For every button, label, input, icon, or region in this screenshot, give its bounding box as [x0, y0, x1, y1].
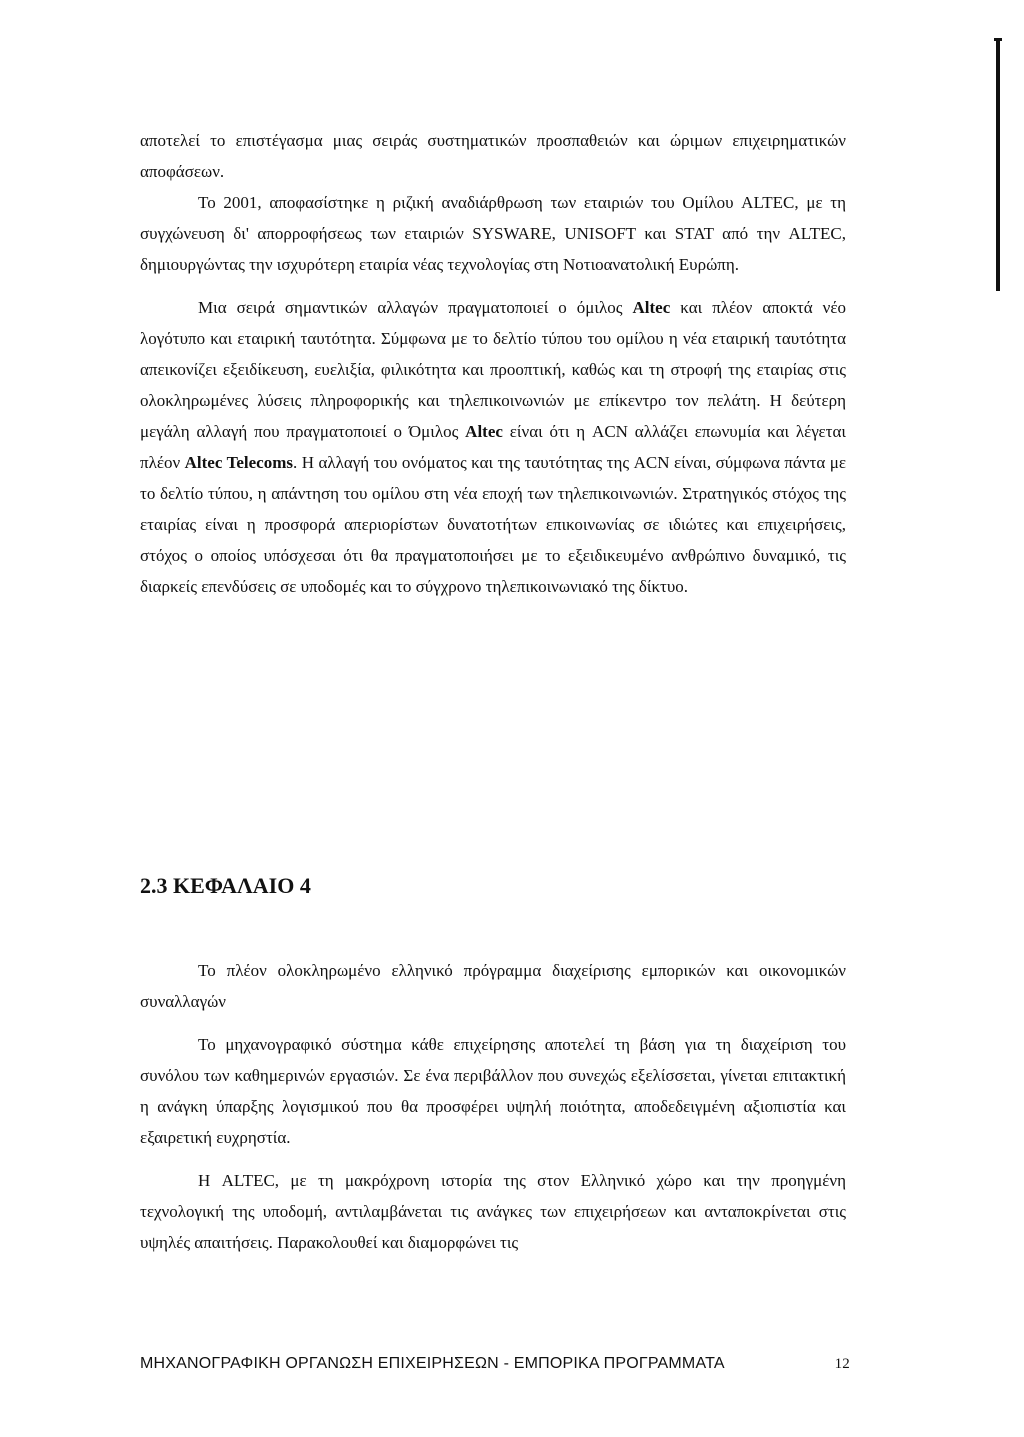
chapter-heading: 2.3 ΚΕΦΑΛΑΙΟ 4	[140, 873, 311, 898]
scan-edge-bar	[996, 38, 1000, 291]
paragraph-6: Η ALTEC, με τη μακρόχρονη ιστορία της στον Ελληνικό χώρο και την προηγμένη τεχνολογική της υποδομή, αντιλαμβάνεται τις ανάγκες των επιχειρήσεων και ανταποκρίνεται στις υψηλές απαιτήσεις. Παρακολουθεί και διαμορφώνει τις	[140, 1171, 846, 1252]
spacer	[140, 1153, 846, 1165]
page-footer	[140, 1355, 850, 1373]
paragraph-4: Το πλέον ολοκληρωμένο ελληνικό πρόγραμμα διαχείρισης εμπορικών και οικονομικών συναλλαγών	[140, 961, 846, 1011]
footer-title: ΜΗΧΑΝΟΓΡΑΦΙΚΗ ΟΡΓΑΝΩΣΗ ΕΠΙΧΕΙΡΗΣΕΩΝ - ΕΜΠΟΡΙΚΑ ΠΡΟΓΡΑΜΜΑΤΑ	[140, 1355, 725, 1372]
spacer	[140, 1017, 846, 1029]
spacer	[140, 280, 846, 292]
paragraph-3: Μια σειρά σημαντικών αλλαγών πραγματοποιεί ο όμιλος Altec και πλέον αποκτά νέο λογότυπο και εταιρική ταυτότητα. Σύμφωνα με το δελτίο τύπου του ομίλου η νέα εταιρική ταυτότητα απεικονίζει εξειδίκευση, ευελιξία, φιλικότητα και προοπτική, καθώς και τη στροφή της εταιρίας στις ολοκληρωμένες λύσεις πληροφορικής και τηλεπικοινωνιών με επίκεντρο τον πελάτη. Η δεύτερη μεγάλη αλλαγή που πραγματοποιεί ο Όμιλος Altec είναι ότι η ACN αλλάζει επωνυμία και λέγεται πλέον Altec Telecoms. Η αλλαγή του ονόματος και της ταυτότητας της ACN είναι, σύμφωνα πάντα με το δελτίο τύπου, η απάντηση του ομίλου στη νέα εποχή των τηλεπικοινωνιών. Στρατηγικός στόχος της εταιρίας είναι η προσφορά απεριορίστων δυνατοτήτων επικοινωνίας σε ιδιώτες και επιχειρήσεις, στόχος ο οποίος υπόσχεσαι ότι θα πραγματοποιήσει με το εξειδικευμένο ανθρώπινο δυναμικό, τις διαρκείς επενδύσεις σε υποδομές και το σύγχρονο τηλεπικοινωνιακό της δίκτυο.	[140, 298, 846, 596]
chapter-text	[140, 955, 846, 1258]
paragraph-5: Το μηχανογραφικό σύστημα κάθε επιχείρησης αποτελεί τη βάση για τη διαχείριση του συνόλου των καθημερινών εργασιών. Σε ένα περιβάλλον που συνεχώς εξελίσσεται, γίνεται επιτακτική η ανάγκη ύπαρξης λογισμικού που θα προσφέρει υψηλή ποιότητα, αποδεδειγμένη αξιοπιστία και εξαιρετική ευχρηστία.	[140, 1035, 846, 1147]
body-text	[140, 125, 846, 602]
paragraph-1: αποτελεί το επιστέγασμα μιας σειράς συστηματικών προσπαθειών και ώριμων επιχειρηματικών αποφάσεων.	[140, 131, 846, 181]
scan-edge-tick	[994, 38, 1002, 41]
page-number: 12	[834, 1356, 850, 1372]
paragraph-2: Το 2001, αποφασίστηκε η ριζική αναδιάρθρωση των εταιριών του Ομίλου ALTEC, με τη συγχώνευση δι' απορροφήσεως των εταιριών SYSWARE, UNISOFT και STAT από την ALTEC, δημιουργώντας την ισχυρότερη εταιρία νέας τεχνολογίας στη Νοτιοανατολική Ευρώπη.	[140, 193, 846, 274]
